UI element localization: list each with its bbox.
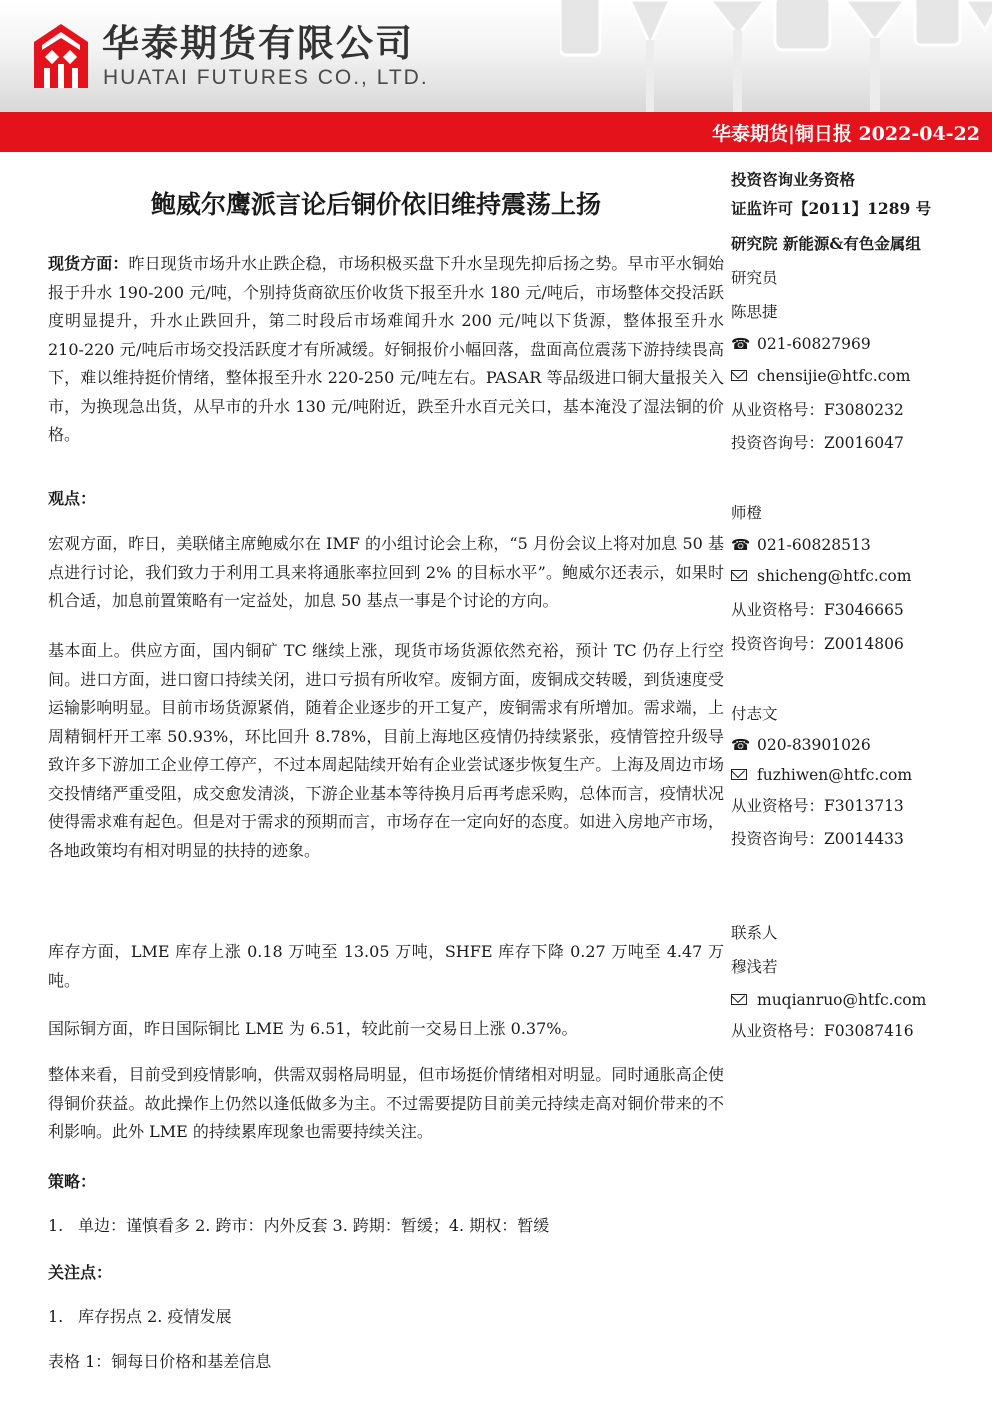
article-title: 鲍威尔鹰派言论后铜价依旧维持震荡上扬 — [150, 190, 601, 219]
qualification: 投资咨询业务资格 — [731, 170, 856, 189]
contact-role: 联系人 — [731, 924, 778, 942]
phone-icon: ☎ — [731, 536, 751, 554]
mail-icon — [731, 570, 747, 581]
contact-name: 穆浅若 — [731, 958, 778, 976]
focus-number: 1. — [48, 1307, 64, 1326]
contact-practice-no: 从业资格号：F03087416 — [731, 1022, 914, 1040]
mail-icon — [731, 769, 747, 780]
view-label: 观点： — [48, 489, 97, 508]
fundamental-paragraph: 基本面上。供应方面，国内铜矿 TC 继续上涨，现货市场货源依然充裕，预计 TC 仍存上行空间。进口方面，进口窗口持续关闭，进口亏损有所收窄。废铜方面，废铜成交转暖，到货速度受运输影响明显。目前市场货源紧俏，随着企业逐步的开工复产，废铜需求有所增加。需求端，上周精铜杆开工率 50.93%，环比回升 8.78%，目前上海地区疫情仍持续紧张，疫情管控升级导致许多下游加工企业停工停产，不过本周起陆续开始有企业尝试逐步恢复生产。上海及周边市场交投情绪严重受阻，成交愈发清淡，下游企业基本等待换月后再考虑采购，总体而言，疫情状况使得需求难有起色。但是对于需求的预期而言，市场存在一定向好的态度。如进入房地产市场，各地政策均有相对明显的扶持的迹象。 — [48, 641, 724, 860]
analyst-name: 付志文 — [731, 705, 778, 723]
focus-item — [48, 1305, 231, 1329]
analyst-name: 师橙 — [731, 504, 763, 522]
analyst-practice-no: 从业资格号：F3046665 — [731, 601, 904, 619]
strategy-item — [48, 1214, 549, 1238]
spot-label: 现货方面： — [48, 254, 129, 273]
analyst-advisory-no: 投资咨询号：Z0014433 — [731, 830, 904, 848]
strategy-text: 单边：谨慎看多 2. 跨市：内外反套 3. 跨期：暂缓；4. 期权：暂缓 — [78, 1216, 550, 1235]
analyst-phone: ☎ 020-83901026 — [731, 733, 871, 757]
researcher-role: 研究员 — [731, 269, 778, 287]
phone-icon: ☎ — [731, 335, 751, 353]
analyst-email[interactable]: chensijie@htfc.com — [731, 364, 910, 388]
analyst-advisory-no: 投资咨询号：Z0016047 — [731, 434, 904, 452]
header-decoration — [560, 0, 992, 112]
strategy-label: 策略： — [48, 1172, 97, 1191]
report-tag: 华泰期货|铜日报 2022-04-22 — [711, 123, 980, 145]
contact-email[interactable]: muqianruo@htfc.com — [731, 988, 926, 1012]
page-header — [0, 0, 992, 112]
license-number: 证监许可【2011】1289 号 — [731, 199, 932, 218]
overall-paragraph: 整体来看，目前受到疫情影响，供需双弱格局明显，但市场挺价情绪相对明显。同时通胀高企使得铜价获益。故此操作上仍然以逢低做多为主。不过需要提防目前美元持续走高对铜价带来的不利影响。此外 LME 的持续累库现象也需要持续关注。 — [48, 1065, 724, 1141]
analyst-phone: ☎ 021-60827969 — [731, 332, 871, 356]
spot-text: 昨日现货市场升水止跌企稳，市场积极买盘下升水呈现先抑后扬之势。早市平水铜始报于升水 190-200 元/吨，个别持货商欲压价收货下报至升水 180 元/吨后，市场整体交投活跃度明显提升，升水止跌回升，第二时段后市场难闻升水 200 元/吨以下货源，整体报至升水 210-220 元/吨后市场交投活跃度才有所减缓。好铜报价小幅回落，盘面高位震荡下游持续畏高下，难以维持挺价情绪，整体报至升水 220-250 元/吨左右。PASAR 等品级进口铜大量报关入市，为换现急出货，从早市的升水 130 元/吨附近，跌至升水百元关口，基本淹没了湿法铜的价格。 — [48, 254, 724, 444]
spot-paragraph — [48, 250, 724, 450]
analyst-email[interactable]: shicheng@htfc.com — [731, 564, 911, 588]
huatai-logo-icon — [32, 22, 90, 90]
table-caption: 表格 1：铜每日价格和基差信息 — [48, 1352, 272, 1371]
analyst-phone: ☎ 021-60828513 — [731, 533, 871, 557]
institute-group: 研究院 新能源&有色金属组 — [731, 234, 921, 253]
focus-label: 关注点： — [48, 1263, 113, 1282]
brand-name-cn: 华泰期货有限公司 — [102, 22, 414, 65]
analyst-email[interactable]: fuzhiwen@htfc.com — [731, 763, 912, 787]
inventory-paragraph: 库存方面，LME 库存上涨 0.18 万吨至 13.05 万吨，SHFE 库存下降 0.27 万吨至 4.47 万吨。 — [48, 942, 724, 990]
brand-name-en: HUATAI FUTURES CO., LTD. — [103, 66, 429, 89]
analyst-name: 陈思捷 — [731, 303, 778, 321]
analyst-practice-no: 从业资格号：F3080232 — [731, 401, 904, 419]
analyst-advisory-no: 投资咨询号：Z0014806 — [731, 635, 904, 653]
phone-icon: ☎ — [731, 736, 751, 754]
analyst-practice-no: 从业资格号：F3013713 — [731, 797, 904, 815]
mail-icon — [731, 370, 747, 381]
strategy-number: 1. — [48, 1216, 64, 1235]
mail-icon — [731, 994, 747, 1005]
macro-paragraph: 宏观方面，昨日，美联储主席鲍威尔在 IMF 的小组讨论会上称，“5 月份会议上将对加息 50 基点进行讨论，我们致力于利用工具来将通胀率拉回到 2% 的目标水平”。鲍威尔还表示，如果时机合适，加息前置策略有一定益处，加息 50 基点一事是个讨论的方向。 — [48, 534, 724, 610]
focus-text: 库存拐点 2. 疫情发展 — [78, 1307, 232, 1326]
intl-copper-paragraph: 国际铜方面，昨日国际铜比 LME 为 6.51，较此前一交易日上涨 0.37%。 — [48, 1019, 578, 1038]
